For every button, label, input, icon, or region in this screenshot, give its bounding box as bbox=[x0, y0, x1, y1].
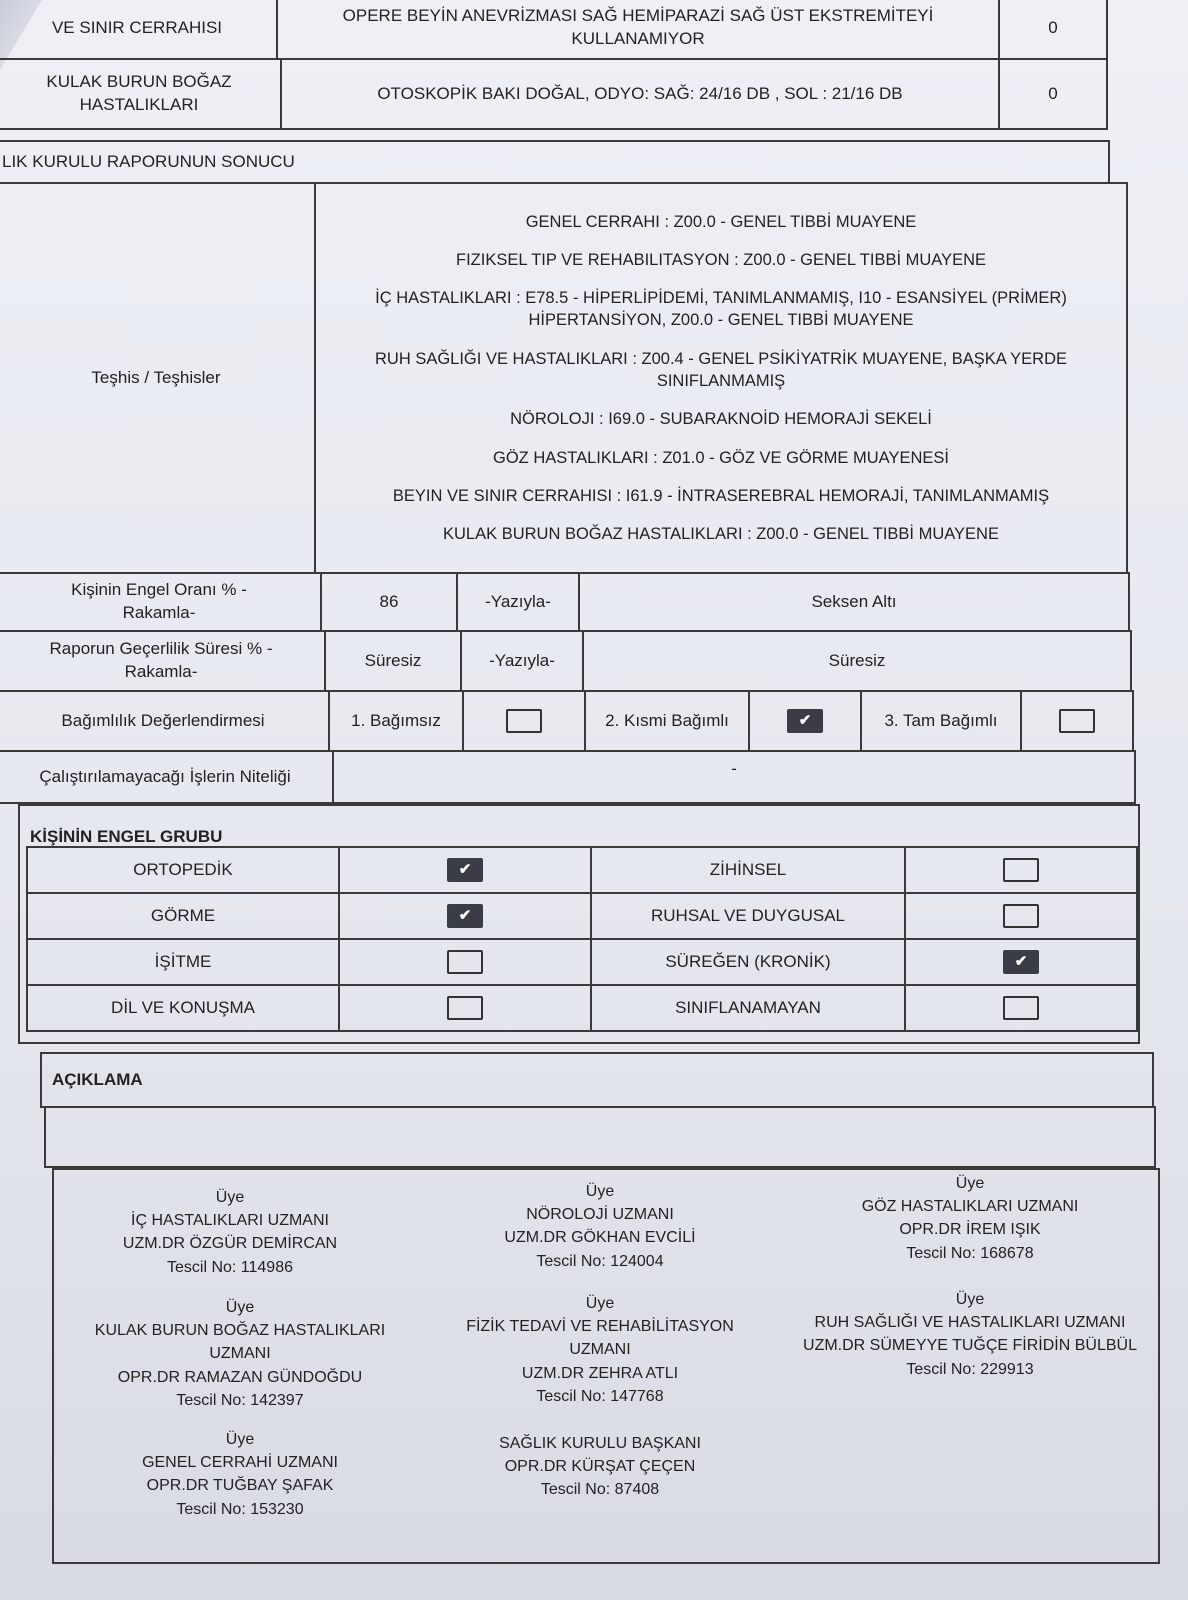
group-right-3-box-cell bbox=[904, 938, 1138, 986]
signatory bbox=[450, 1292, 750, 1408]
validity-written-label bbox=[460, 630, 584, 692]
signatory-name: UZM.DR ÖZGÜR DEMİRCAN bbox=[122, 1235, 338, 1253]
signatory-reg: Tescil No: 168678 bbox=[906, 1244, 1034, 1262]
top-finding-2 bbox=[280, 58, 1000, 130]
group-right-4-checkbox[interactable] bbox=[1003, 996, 1039, 1020]
explanation-label bbox=[40, 1052, 1154, 1108]
group-left-4 bbox=[26, 984, 340, 1032]
diagnosis-item: BEYIN VE SINIR CERRAHISI : I61.9 - İNTRASEREBRAL HEMORAJİ, TANIMLANMAMIŞ bbox=[392, 486, 1050, 505]
group-left-3-label: İŞİTME bbox=[154, 951, 212, 971]
jobs-value-text: - bbox=[731, 759, 737, 778]
group-right-3-checkbox[interactable]: ✔ bbox=[1003, 950, 1039, 974]
disability-written bbox=[578, 572, 1130, 632]
group-left-2-box-cell bbox=[338, 892, 592, 940]
signatory-title: FİZİK TEDAVİ VE REHABİLİTASYON UZMANI bbox=[466, 1318, 734, 1359]
top-value-1-text: 0 bbox=[1048, 17, 1058, 37]
group-left-1-checkbox[interactable]: ✔ bbox=[447, 858, 483, 882]
signatory-name: OPR.DR KÜRŞAT ÇEÇEN bbox=[504, 1458, 696, 1476]
signatory-title: SAĞLIK KURULU BAŞKANI bbox=[499, 1435, 701, 1452]
top-value-2 bbox=[998, 58, 1108, 130]
explanation-value[interactable] bbox=[44, 1106, 1156, 1168]
signatory bbox=[90, 1296, 390, 1412]
group-left-4-label: DİL VE KONUŞMA bbox=[111, 997, 255, 1017]
diagnosis-item: GÖZ HASTALIKLARI : Z01.0 - GÖZ VE GÖRME MUAYENESİ bbox=[493, 448, 949, 467]
group-left-3 bbox=[26, 938, 340, 986]
group-left-1 bbox=[26, 846, 340, 894]
group-left-2-checkbox[interactable]: ✔ bbox=[447, 904, 483, 928]
top-value-1 bbox=[998, 0, 1108, 60]
group-left-2 bbox=[26, 892, 340, 940]
top-dept-1-text: VE SINIR CERRAHISI bbox=[51, 17, 223, 37]
signatory bbox=[820, 1172, 1120, 1265]
group-right-2-checkbox[interactable] bbox=[1003, 904, 1039, 928]
disability-written-label bbox=[456, 572, 580, 632]
validity-number bbox=[324, 630, 462, 692]
signatory-reg: Tescil No: 87408 bbox=[540, 1481, 660, 1499]
group-left-3-checkbox[interactable] bbox=[447, 950, 483, 974]
diagnosis-item: NÖROLOJI : I69.0 - SUBARAKNOİD HEMORAJİ SEKELİ bbox=[510, 410, 932, 429]
disability-number bbox=[320, 572, 458, 632]
top-finding-1-text: OPERE BEYİN ANEVRİZMASI SAĞ HEMİPARAZİ SAĞ ÜST EKSTREMİTEYİ KULLANAMIYOR bbox=[342, 6, 934, 48]
group-right-2-label: RUHSAL VE DUYGUSAL bbox=[651, 905, 845, 925]
signatory-name: UZM.DR GÖKHAN EVCİLİ bbox=[504, 1229, 696, 1247]
signatory-name: UZM.DR ZEHRA ATLI bbox=[521, 1364, 679, 1382]
section-title-text: LIK KURULU RAPORUNUN SONUCU bbox=[2, 151, 295, 171]
dependency-option-1-label: 1. Bağımsız bbox=[351, 710, 441, 730]
dependency-label bbox=[0, 690, 330, 752]
group-left-4-box-cell bbox=[338, 984, 592, 1032]
signatory-role: Üye bbox=[585, 1183, 615, 1200]
group-right-2-box-cell bbox=[904, 892, 1138, 940]
signatory-title: KULAK BURUN BOĞAZ HASTALIKLARI UZMANI bbox=[94, 1322, 386, 1363]
signatory-title: RUH SAĞLIĞI VE HASTALIKLARI UZMANI bbox=[814, 1314, 1126, 1332]
disability-label-text: Kişinin Engel Oranı % -Rakamla- bbox=[71, 580, 247, 622]
signatory bbox=[450, 1432, 750, 1502]
signatory-role: Üye bbox=[225, 1431, 255, 1448]
signatory-reg: Tescil No: 142397 bbox=[176, 1391, 304, 1409]
top-dept-1 bbox=[0, 0, 278, 60]
signatory-role: Üye bbox=[215, 1189, 245, 1206]
jobs-label-text: Çalıştırılamayacağı İşlerin Niteliği bbox=[39, 766, 291, 786]
group-left-1-label: ORTOPEDİK bbox=[133, 859, 233, 879]
signatory-role: Üye bbox=[585, 1295, 615, 1312]
engel-grubu-title-text: KİŞİNİN ENGEL GRUBU bbox=[30, 826, 223, 846]
signatory-reg: Tescil No: 124004 bbox=[536, 1252, 664, 1270]
explanation-label-text: AÇIKLAMA bbox=[52, 1069, 143, 1089]
validity-label bbox=[0, 630, 326, 692]
top-finding-1 bbox=[276, 0, 1000, 60]
validity-written bbox=[582, 630, 1132, 692]
dependency-option-2-label: 2. Kısmi Bağımlı bbox=[605, 710, 729, 730]
validity-label-text: Raporun Geçerlilik Süresi % -Rakamla- bbox=[49, 639, 273, 681]
dependency-option-2 bbox=[584, 690, 750, 752]
disability-written-label-text: -Yazıyla- bbox=[485, 591, 551, 611]
group-right-1-checkbox[interactable] bbox=[1003, 858, 1039, 882]
signatory-name: UZM.DR SÜMEYYE TUĞÇE FİRİDİN BÜLBÜL bbox=[803, 1337, 1137, 1355]
group-right-4-box-cell bbox=[904, 984, 1138, 1032]
dependency-label-text: Bağımlılık Değerlendirmesi bbox=[61, 710, 265, 730]
signatory-role: Üye bbox=[955, 1291, 985, 1308]
group-left-4-checkbox[interactable] bbox=[447, 996, 483, 1020]
signatory-reg: Tescil No: 114986 bbox=[167, 1258, 293, 1276]
validity-written-text: Süresiz bbox=[828, 650, 886, 670]
group-right-4-label: SINIFLANAMAYAN bbox=[675, 997, 821, 1017]
signatory bbox=[90, 1428, 390, 1521]
group-right-1-box-cell bbox=[904, 846, 1138, 894]
signatory-role: Üye bbox=[225, 1299, 255, 1316]
group-right-1-label: ZİHİNSEL bbox=[709, 859, 787, 879]
top-finding-2-text: OTOSKOPİK BAKI DOĞAL, ODYO: SAĞ: 24/16 DB , SOL : 21/16 DB bbox=[377, 83, 903, 103]
signatory-name: OPR.DR TUĞBAY ŞAFAK bbox=[146, 1477, 334, 1495]
disability-label bbox=[0, 572, 322, 632]
disability-number-text: 86 bbox=[379, 591, 399, 611]
signatory-title: NÖROLOJİ UZMANI bbox=[526, 1206, 674, 1224]
signatory-reg: Tescil No: 229913 bbox=[906, 1360, 1034, 1378]
section-title bbox=[0, 140, 1110, 184]
group-right-1 bbox=[590, 846, 906, 894]
signatory-role: Üye bbox=[955, 1175, 985, 1192]
signatory bbox=[450, 1180, 750, 1273]
dependency-box-1-cell bbox=[462, 690, 586, 752]
signatory bbox=[800, 1288, 1140, 1381]
jobs-value bbox=[332, 750, 1136, 804]
group-right-2 bbox=[590, 892, 906, 940]
signatory-reg: Tescil No: 147768 bbox=[536, 1387, 664, 1405]
jobs-label bbox=[0, 750, 334, 804]
signatory-name: OPR.DR İREM IŞIK bbox=[899, 1221, 1041, 1239]
group-left-2-label: GÖRME bbox=[150, 905, 216, 925]
top-dept-2 bbox=[0, 58, 282, 130]
dependency-checkbox-1[interactable] bbox=[506, 709, 542, 733]
signatory-title: GÖZ HASTALIKLARI UZMANI bbox=[861, 1198, 1079, 1216]
group-left-3-box-cell bbox=[338, 938, 592, 986]
diagnosis-item: RUH SAĞLIĞI VE HASTALIKLARI : Z00.4 - GENEL PSİKİYATRİK MUAYENE, BAŞKA YERDE SINIFLANMAMIŞ bbox=[375, 349, 1067, 390]
dependency-option-3 bbox=[860, 690, 1022, 752]
validity-written-label-text: -Yazıyla- bbox=[489, 650, 555, 670]
diagnosis-list bbox=[314, 182, 1128, 574]
signatory-reg: Tescil No: 153230 bbox=[176, 1500, 304, 1518]
validity-number-text: Süresiz bbox=[364, 650, 422, 670]
diagnosis-item: GENEL CERRAHI : Z00.0 - GENEL TIBBİ MUAYENE bbox=[525, 212, 917, 231]
group-right-3-label: SÜREĞEN (KRONİK) bbox=[665, 951, 831, 971]
group-left-1-box-cell bbox=[338, 846, 592, 894]
signatory-title: GENEL CERRAHİ UZMANI bbox=[142, 1454, 338, 1472]
signatory bbox=[80, 1186, 380, 1279]
diagnosis-item: İÇ HASTALIKLARI : E78.5 - HİPERLİPİDEMİ, TANIMLANMAMIŞ, I10 - ESANSİYEL (PRİMER) HİPERTANSİYON, Z00.0 - GENEL TIBBİ MUAYENE bbox=[375, 289, 1067, 330]
dependency-option-1 bbox=[328, 690, 464, 752]
top-value-2-text: 0 bbox=[1048, 83, 1058, 103]
dependency-option-3-label: 3. Tam Bağımlı bbox=[884, 710, 998, 730]
diagnosis-label-text: Teşhis / Teşhisler bbox=[91, 367, 221, 387]
dependency-checkbox-2[interactable]: ✔ bbox=[787, 709, 823, 733]
dependency-checkbox-3[interactable] bbox=[1059, 709, 1095, 733]
diagnosis-item: KULAK BURUN BOĞAZ HASTALIKLARI : Z00.0 - GENEL TIBBİ MUAYENE bbox=[443, 525, 999, 544]
dependency-box-3-cell bbox=[1020, 690, 1134, 752]
diagnosis-label bbox=[0, 182, 316, 574]
top-dept-2-text: KULAK BURUN BOĞAZ HASTALIKLARI bbox=[46, 72, 232, 114]
group-right-4 bbox=[590, 984, 906, 1032]
diagnosis-item: FIZIKSEL TIP VE REHABILITASYON : Z00.0 - GENEL TIBBİ MUAYENE bbox=[456, 250, 986, 269]
group-right-3 bbox=[590, 938, 906, 986]
dependency-box-2-cell bbox=[748, 690, 862, 752]
signatory-name: OPR.DR RAMAZAN GÜNDOĞDU bbox=[117, 1368, 363, 1386]
disability-written-text: Seksen Altı bbox=[811, 591, 897, 611]
signatory-title: İÇ HASTALIKLARI UZMANI bbox=[131, 1212, 329, 1230]
